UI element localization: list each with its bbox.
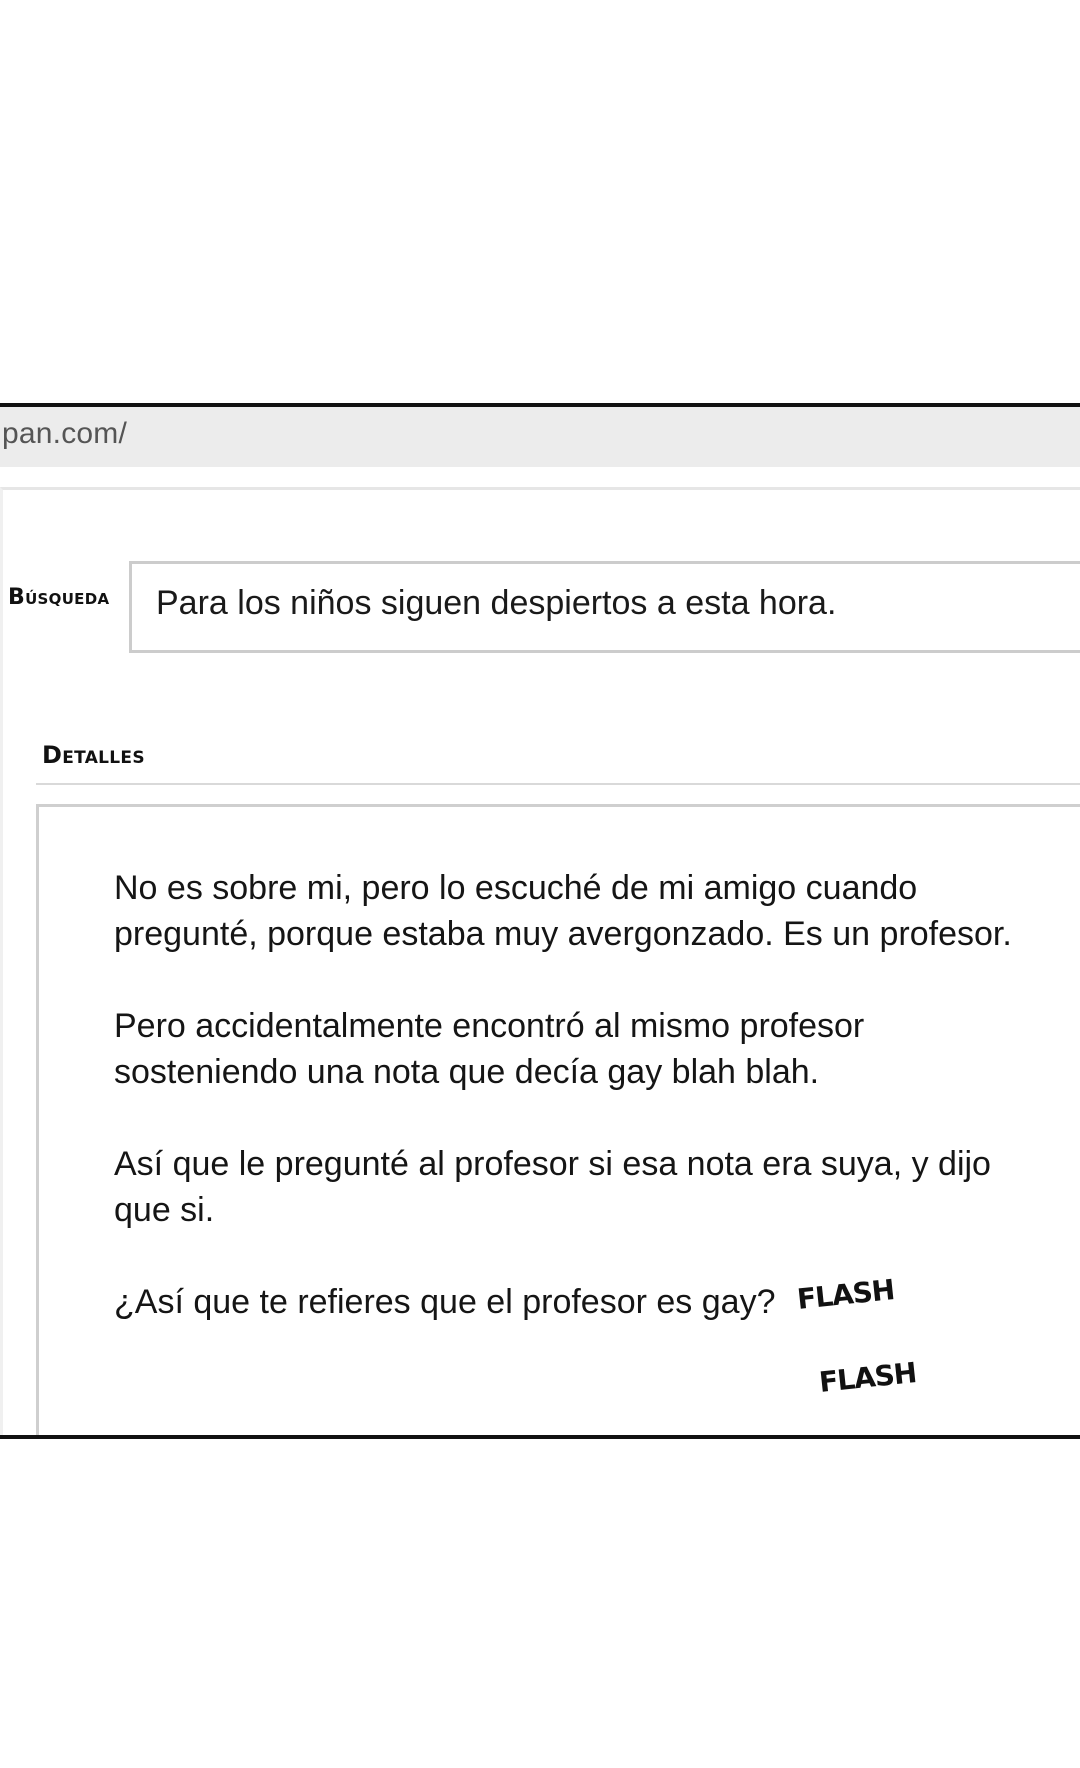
address-bar[interactable]	[0, 407, 1080, 467]
details-label: Detalles	[42, 741, 145, 769]
address-url[interactable]: pan.com/	[2, 417, 127, 450]
details-paragraph: ¿Así que te refieres que el profesor es gay?	[114, 1283, 776, 1321]
search-query[interactable]: Para los niños siguen despiertos a esta hora.	[156, 584, 837, 622]
search-input[interactable]	[129, 561, 1080, 653]
details-paragraph: Pero accidentalmente encontró al mismo profesor sosteniendo una nota que decía gay blah blah.	[114, 1007, 865, 1091]
search-label: Búsqueda	[8, 585, 110, 610]
details-paragraph: No es sobre mi, pero lo escuché de mi amigo cuando pregunté, porque estaba muy avergonzado. Es un profesor.	[114, 869, 1012, 953]
divider	[36, 783, 1080, 785]
details-paragraph: Así que le pregunté al profesor si esa nota era suya, y dijo que si.	[114, 1145, 991, 1229]
details-textarea[interactable]	[36, 804, 1080, 1439]
sfx-flash: FLASH	[795, 1273, 896, 1316]
browser-panel	[0, 403, 1080, 1439]
sfx-flash: FLASH	[817, 1356, 918, 1399]
panel-border-bottom	[0, 1435, 1080, 1439]
